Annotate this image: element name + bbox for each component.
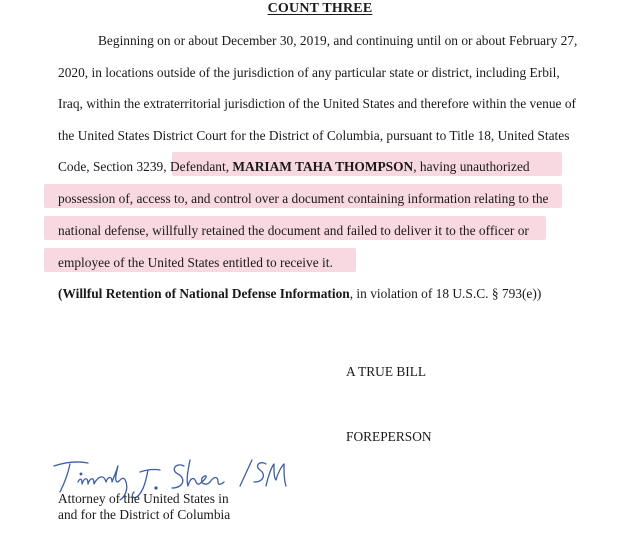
- attorney-title-line1: Attorney of the United States in: [58, 491, 229, 506]
- charge-open: (: [58, 286, 63, 301]
- defendant-name: MARIAM TAHA THOMPSON: [232, 159, 414, 174]
- charge-title: Willful Retention of National Defense Information: [62, 286, 350, 301]
- foreperson-label: FOREPERSON: [346, 429, 432, 444]
- paragraph-line: possession of, access to, and control over a document containing information relating to the: [58, 191, 549, 206]
- line-text: Code, Section 3239, Defendant,: [58, 159, 233, 174]
- paragraph-line: Iraq, within the extraterritorial jurisdiction of the United States and therefore within the venue of: [58, 96, 576, 111]
- charge-line: [58, 285, 541, 303]
- true-bill: A TRUE BILL: [346, 364, 427, 379]
- paragraph-line: the United States District Court for the District of Columbia, pursuant to Title 18, United States: [58, 128, 570, 143]
- count-heading: COUNT THREE: [267, 1, 373, 16]
- paragraph-line: 2020, in locations outside of the jurisdiction of any particular state or district, including Erbil,: [58, 65, 560, 80]
- attorney-title-line2: and for the District of Columbia: [58, 507, 231, 522]
- paragraph-line: employee of the United States entitled to receive it.: [58, 255, 333, 270]
- paragraph-line: [58, 158, 530, 176]
- charge-statute: , in violation of 18 U.S.C. § 793(e)): [349, 286, 542, 301]
- paragraph-line: national defense, willfully retained the document and failed to deliver it to the officer or: [58, 223, 529, 238]
- paragraph-line: Beginning on or about December 30, 2019, and continuing until on or about February 27,: [98, 33, 578, 48]
- line-text: , having unauthorized: [413, 159, 530, 174]
